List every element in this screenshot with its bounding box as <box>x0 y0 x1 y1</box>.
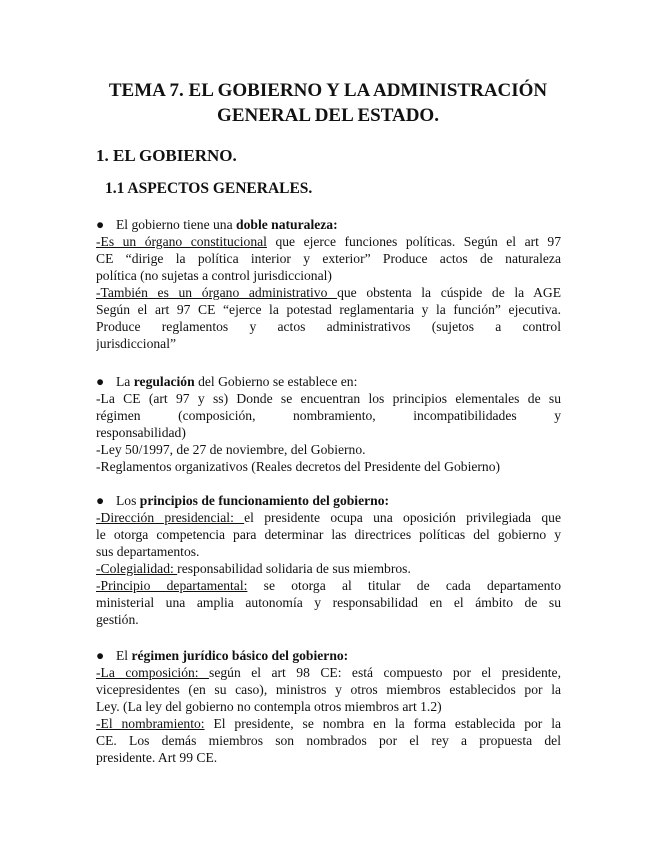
section-heading: 1. EL GOBIERNO. <box>96 146 237 165</box>
text-line: -Principio departamental: se otorga al titular de cada departamento <box>96 578 561 593</box>
text-line: gestión. <box>96 612 139 627</box>
subsection-heading: 1.1 ASPECTOS GENERALES. <box>105 180 313 197</box>
paragraph-principios <box>96 492 561 628</box>
bullet-icon: ● <box>96 493 105 508</box>
paragraph-regimen-juridico <box>96 647 561 766</box>
bullet-icon: ● <box>96 217 105 232</box>
text-line: jurisdiccional” <box>96 336 177 351</box>
text-line: política (no sujetas a control jurisdiccional) <box>96 268 332 283</box>
title-line-1: TEMA 7. EL GOBIERNO Y LA ADMINISTRACIÓN <box>108 80 548 101</box>
bullet-line: ● El gobierno tiene una doble naturaleza: <box>96 217 338 232</box>
text-line: -Colegialidad: responsabilidad solidaria de sus miembros. <box>96 561 411 576</box>
text-line: le otorga competencia para determinar las directrices políticas del gobierno y <box>96 527 561 542</box>
text-line: CE “dirige la política interior y exterior” Produce actos de naturaleza <box>96 251 561 266</box>
text-line: -Ley 50/1997, de 27 de noviembre, del Gobierno. <box>96 442 366 457</box>
bullet-line: ● La regulación del Gobierno se establece en: <box>96 374 358 389</box>
bullet-icon: ● <box>96 648 105 663</box>
text-line: sus departamentos. <box>96 544 200 559</box>
text-line: presidente. Art 99 CE. <box>96 750 218 765</box>
text-line: -La CE (art 97 y ss) Donde se encuentran los principios elementales de su <box>96 391 561 406</box>
text-line: -También es un órgano administrativo que obstenta la cúspide de la AGE <box>96 285 561 300</box>
text-line: responsabilidad) <box>96 425 186 440</box>
page-title <box>60 78 596 128</box>
text-line: -Dirección presidencial: el presidente ocupa una oposición privilegiada que <box>96 510 561 525</box>
bullet-line: ● Los principios de funcionamiento del gobierno: <box>96 493 390 508</box>
text-line: vicepresidentes (en su caso), ministros y otros miembros establecidos por la <box>96 682 561 697</box>
bullet-line: ● El régimen jurídico básico del gobierno: <box>96 648 349 663</box>
paragraph-regulacion <box>96 373 561 475</box>
bullet-icon: ● <box>96 374 105 389</box>
paragraph-doble-naturaleza <box>96 216 561 352</box>
text-line: régimen (composición, nombramiento, incompatibilidades y <box>96 408 561 423</box>
text-line: Produce reglamentos y actos administrativos (sujetos a control <box>96 319 561 334</box>
text-line: -El nombramiento: El presidente, se nombra en la forma establecida por la <box>96 716 561 731</box>
text-line: Según el art 97 CE “ejerce la potestad reglamentaria y la función” ejecutiva. <box>96 302 561 317</box>
title-line-2: GENERAL DEL ESTADO. <box>217 105 439 126</box>
text-line: -Reglamentos organizativos (Reales decretos del Presidente del Gobierno) <box>96 459 501 474</box>
text-line: ministerial una amplia autonomía y responsabilidad en el ámbito de su <box>96 595 561 610</box>
text-line: Ley. (La ley del gobierno no contempla otros miembros art 1.2) <box>96 699 442 714</box>
text-line: -La composición: según el art 98 CE: está compuesto por el presidente, <box>96 665 561 680</box>
text-line: -Es un órgano constitucional que ejerce funciones políticas. Según el art 97 <box>96 234 561 249</box>
text-line: CE. Los demás miembros son nombrados por el rey a propuesta del <box>96 733 561 748</box>
